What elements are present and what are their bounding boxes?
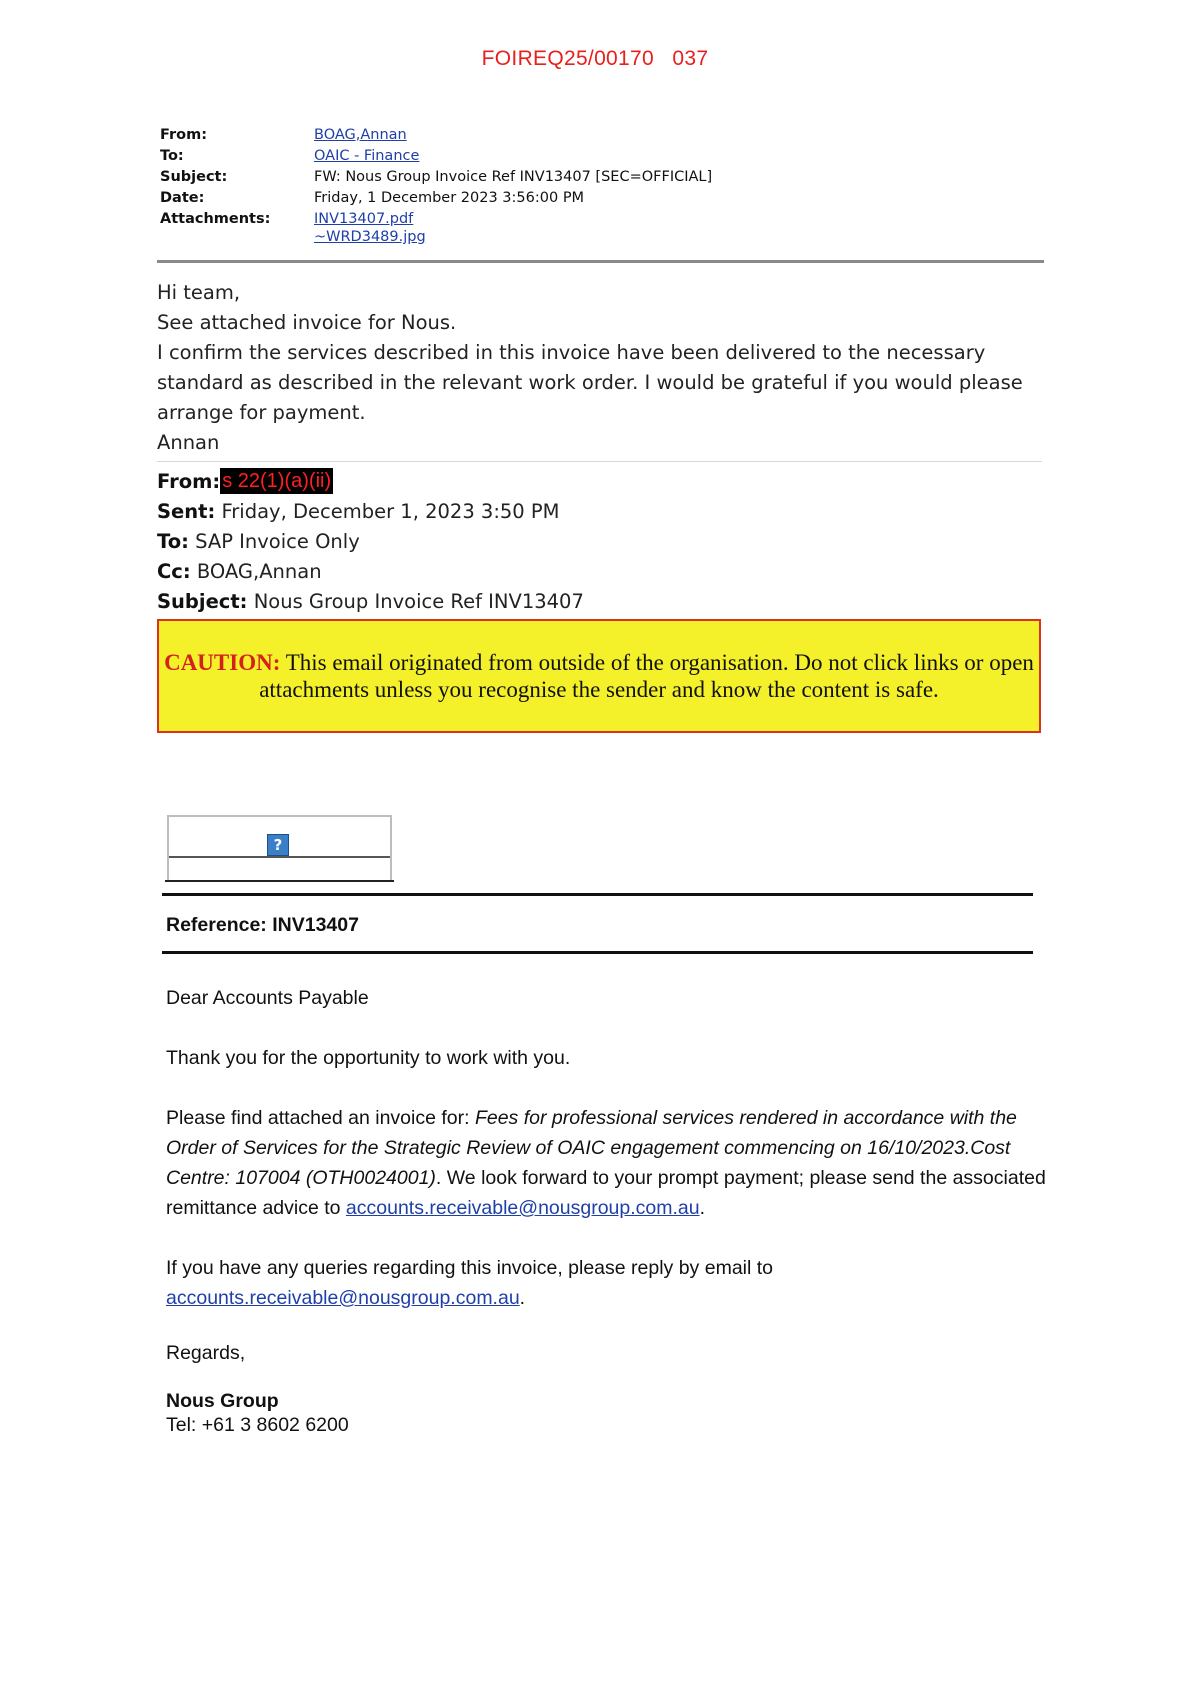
fwd-cc-label: Cc: [157,560,191,583]
fwd-sent-label: Sent: [157,500,216,523]
caution-label: CAUTION: [164,650,281,675]
fwd-subject-value: Nous Group Invoice Ref INV13407 [253,590,584,613]
reference-top-rule [162,893,1033,896]
queries-email-link[interactable]: accounts.receivable@nousgroup.com.au [166,1287,520,1309]
to-label: To: [160,148,184,164]
reference-bottom-rule [162,951,1033,954]
attachment-link-jpg[interactable]: ~WRD3489.jpg [314,229,426,245]
regards: Regards, [166,1342,246,1364]
fwd-cc-value: BOAG,Annan [196,560,322,583]
subject-label: Subject: [160,169,228,185]
note-line: See attached invoice for Nous. [157,311,457,334]
to-link[interactable]: OAIC - Finance [314,148,420,164]
from-label: From: [160,127,207,143]
header-divider [157,260,1044,263]
caution-text: This email originated from outside of the organisation. Do not click links or open attachments unless you recognise the sender and know the content is safe. [259,650,1034,702]
forward-note [157,278,1047,458]
fwd-to-value: SAP Invoice Only [195,530,360,553]
invoice-thanks: Thank you for the opportunity to work with you. [166,1047,571,1069]
note-divider [157,461,1042,462]
missing-image-icon: ? [267,834,289,856]
date-value: Friday, 1 December 2023 3:56:00 PM [314,190,585,206]
remittance-email-link[interactable]: accounts.receivable@nousgroup.com.au [345,1197,700,1219]
signature-tel: Tel: +61 3 8602 6200 [166,1414,349,1436]
invoice-greeting: Dear Accounts Payable [166,987,369,1009]
para-italic: Fees for professional services rendered in accordance with the Order of Services for the Strategic Review of OAIC engagement commencing on 16/10/2023.Cost Centre: 107004 (OTH0024001) [166,1107,1017,1189]
queries-paragraph [166,1253,1046,1313]
note-greeting: Hi team, [157,281,241,304]
queries-period: . [519,1287,526,1309]
signature-name: Nous Group [166,1390,279,1412]
invoice-paragraph [166,1103,1046,1223]
attachment-link-pdf[interactable]: INV13407.pdf [314,211,414,227]
note-signoff: Annan [157,431,220,454]
logo-divider [169,856,390,858]
fwd-from-label: From: [157,470,221,493]
document-reference-stamp: FOIREQ25/00170 037 [481,47,709,70]
date-label: Date: [160,190,205,206]
para-tail: . We look forward to your prompt payment; please send the associated remittance advice to [166,1167,1046,1219]
attachments-label: Attachments: [160,211,271,227]
logo-baseline [165,880,394,882]
queries-lead: If you have any queries regarding this invoice, please reply by email to [166,1257,774,1279]
redaction-box: s 22(1)(a)(ii) [222,470,332,492]
para-lead: Please find attached an invoice for: [166,1107,475,1129]
fwd-subject-label: Subject: [157,590,248,613]
from-link[interactable]: BOAG,Annan [314,127,407,143]
fwd-to-label: To: [157,530,189,553]
caution-banner [157,619,1041,733]
invoice-reference: Reference: INV13407 [166,914,359,936]
fwd-sent-value: Friday, December 1, 2023 3:50 PM [221,500,560,523]
subject-value: FW: Nous Group Invoice Ref INV13407 [SEC=OFFICIAL] [314,169,713,185]
para-period: . [699,1197,706,1219]
note-confirmation: I confirm the services described in this invoice have been delivered to the necessary standard as described in the relevant work order. I would be grateful if you would please arrange for payment. [157,341,1023,424]
